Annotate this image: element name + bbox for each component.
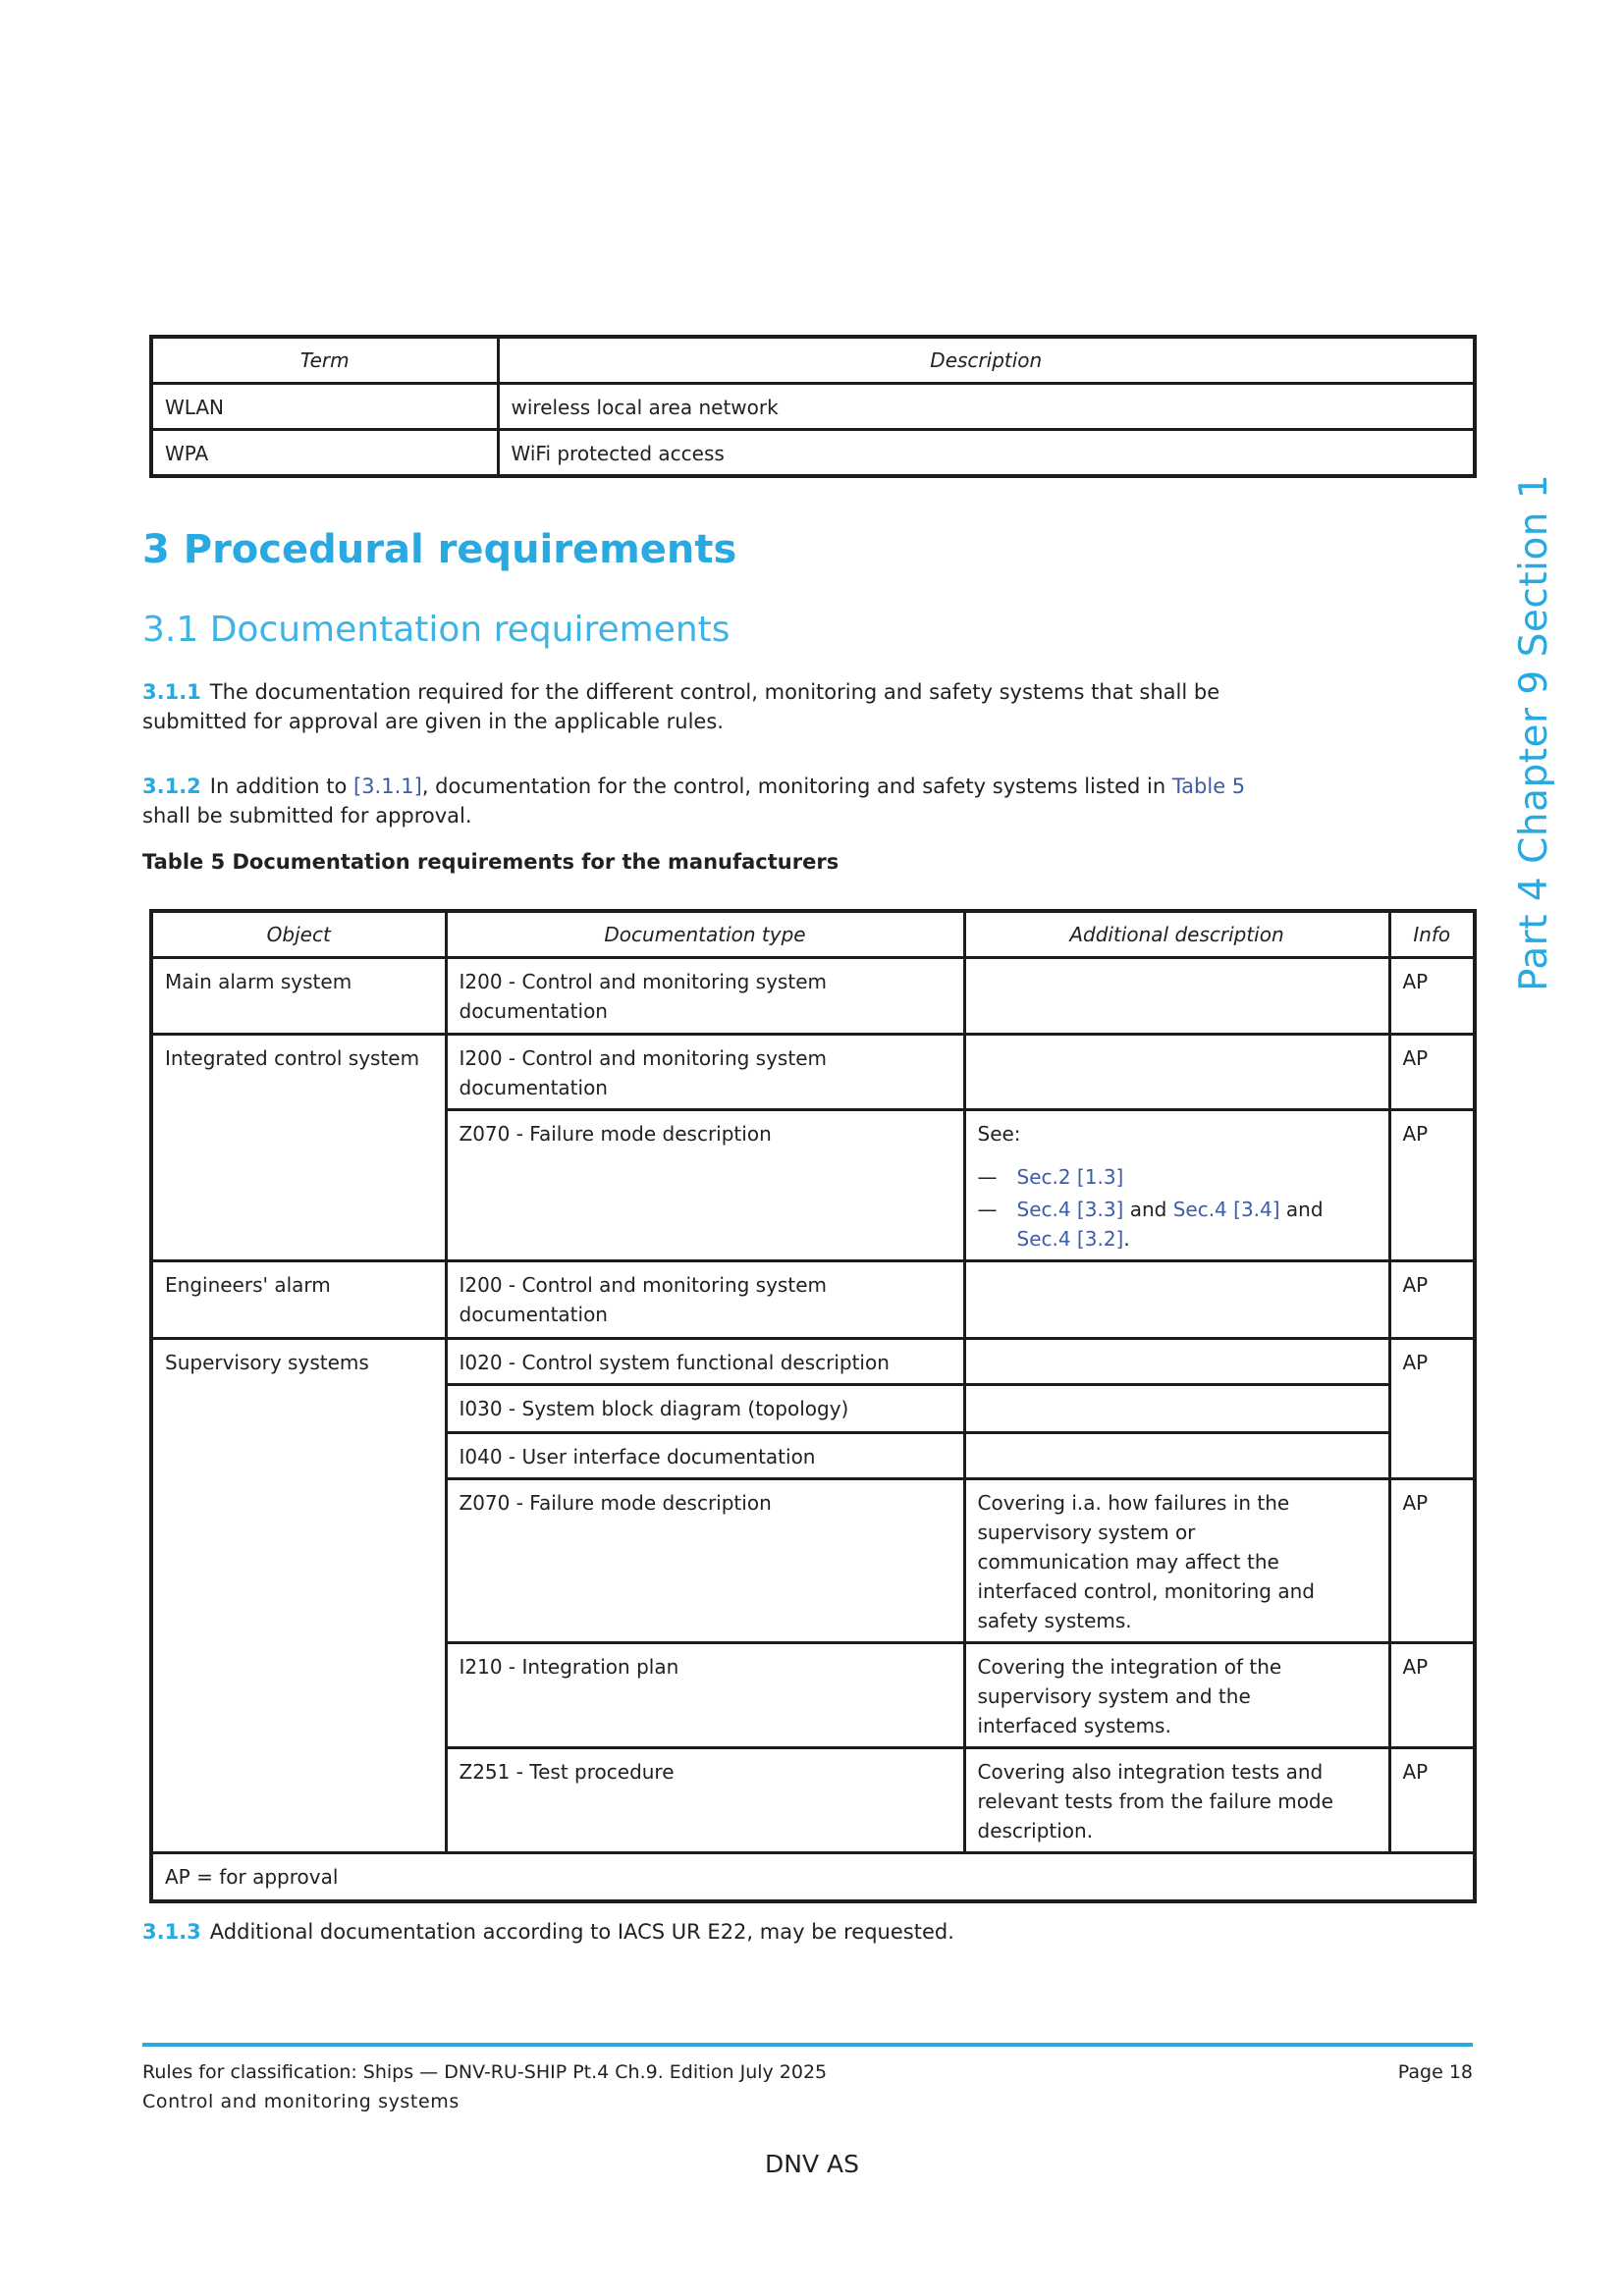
doc-type-cell: I020 - Control system functional description <box>446 1338 964 1384</box>
paragraph-text: shall be submitted for approval. <box>142 804 472 828</box>
add-desc-text: Covering i.a. how failures in the supervisory system or communication may affect the interfaced control, monitoring and safety systems. <box>977 1490 1315 1632</box>
dash-bullet: — <box>977 1164 998 1189</box>
dash-bullet: — <box>977 1197 998 1221</box>
crossref-link-table5[interactable]: Table 5 <box>1171 774 1246 798</box>
add-desc-cell <box>964 1109 1389 1260</box>
table-header-row <box>151 911 1475 957</box>
table-row <box>151 957 1475 1034</box>
footer-divider <box>142 2043 1473 2047</box>
info-cell: AP <box>1389 1747 1475 1852</box>
doc-type-cell: I210 - Integration plan <box>446 1642 964 1747</box>
see-label: See: <box>977 1121 1021 1146</box>
footer-organization: DNV AS <box>765 2150 859 2178</box>
table5 <box>149 909 1477 1903</box>
paragraph-text: , documentation for the control, monitoring and safety systems listed in <box>421 774 1172 798</box>
add-desc-cell-empty <box>964 1260 1389 1338</box>
table-row <box>151 1260 1475 1338</box>
crossref-link-sec4-32[interactable]: Sec.4 [3.2] <box>1016 1226 1124 1251</box>
header-doc-type: Documentation type <box>446 911 964 957</box>
doc-type-cell: I040 - User interface documentation <box>446 1432 964 1478</box>
footer-chapter-title: Control and monitoring systems <box>142 2091 460 2112</box>
add-desc-cell-empty <box>964 957 1389 1034</box>
add-desc-cell <box>964 1747 1389 1852</box>
object-cell: Integrated control system <box>151 1034 446 1260</box>
doc-type-cell: Z070 - Failure mode description <box>446 1478 964 1642</box>
table-row <box>151 1034 1475 1109</box>
object-cell: Engineers' alarm <box>151 1260 446 1338</box>
terms-table-wrapper <box>149 335 1477 478</box>
table-row <box>151 383 1475 429</box>
description-cell: WiFi protected access <box>498 429 1475 476</box>
list-item-text-and: and <box>1123 1197 1173 1221</box>
add-desc-cell <box>964 1478 1389 1642</box>
list-item-text-and: and <box>1279 1197 1324 1221</box>
doc-type-cell: I200 - Control and monitoring system documentation <box>446 957 964 1034</box>
crossref-link-311[interactable]: [3.1.1] <box>353 774 422 798</box>
doc-type-cell: Z070 - Failure mode description <box>446 1109 964 1260</box>
paragraph-text: Additional documentation according to IACS UR E22, may be requested. <box>209 1920 954 1944</box>
doc-type-cell: I200 - Control and monitoring system documentation <box>446 1034 964 1109</box>
terms-header-term: Term <box>151 337 498 383</box>
info-cell: AP <box>1389 1109 1475 1260</box>
info-cell: AP <box>1389 1478 1475 1642</box>
paragraph-number: 3.1.1 <box>142 680 201 704</box>
term-cell: WLAN <box>151 383 498 429</box>
paragraph-312 <box>142 772 1478 830</box>
footer-page-number: Page 18 <box>1397 2061 1473 2083</box>
table-footnote: AP = for approval <box>151 1852 1475 1901</box>
list-item-text <box>1017 1195 1377 1254</box>
footer-rules-reference: Rules for classification: Ships — DNV-RU-SHIP Pt.4 Ch.9. Edition July 2025 <box>142 2061 828 2083</box>
crossref-link-sec4-34[interactable]: Sec.4 [3.4] <box>1172 1197 1280 1221</box>
header-add-desc: Additional description <box>964 911 1389 957</box>
info-cell: AP <box>1389 1260 1475 1338</box>
paragraph-313 <box>142 1917 1478 1947</box>
add-desc-cell-empty <box>964 1034 1389 1109</box>
add-desc-text: Covering the integration of the supervisory system and the interfaced systems. <box>977 1654 1282 1737</box>
add-desc-cell-empty <box>964 1432 1389 1478</box>
list-item-text-period: . <box>1123 1226 1130 1251</box>
list-item <box>978 1195 1377 1254</box>
info-cell: AP <box>1389 1642 1475 1747</box>
paragraph-number: 3.1.3 <box>142 1920 201 1944</box>
add-desc-cell <box>964 1642 1389 1747</box>
section-heading: 3 Procedural requirements <box>142 527 737 572</box>
add-desc-cell-empty <box>964 1338 1389 1384</box>
paragraph-text: submitted for approval are given in the applicable rules. <box>142 710 724 733</box>
paragraph-text: The documentation required for the different control, monitoring and safety systems that shall be <box>209 680 1220 704</box>
terms-table <box>149 335 1477 478</box>
term-cell: WPA <box>151 429 498 476</box>
info-cell: AP <box>1389 1338 1475 1478</box>
list-item <box>978 1162 1377 1192</box>
info-cell: AP <box>1389 957 1475 1034</box>
add-desc-cell-empty <box>964 1384 1389 1432</box>
info-cell: AP <box>1389 1034 1475 1109</box>
list-item-text <box>1017 1162 1377 1192</box>
table5-caption: Table 5 Documentation requirements for the manufacturers <box>142 850 839 874</box>
paragraph-number: 3.1.2 <box>142 774 201 798</box>
doc-type-cell: Z251 - Test procedure <box>446 1747 964 1852</box>
table5-wrapper <box>149 909 1477 1903</box>
footer-line1 <box>142 2058 1473 2086</box>
paragraph-text: In addition to <box>209 774 353 798</box>
table-row <box>151 429 1475 476</box>
header-object: Object <box>151 911 446 957</box>
object-cell: Supervisory systems <box>151 1338 446 1852</box>
doc-type-cell: I030 - System block diagram (topology) <box>446 1384 964 1432</box>
terms-header-description: Description <box>498 337 1475 383</box>
description-cell: wireless local area network <box>498 383 1475 429</box>
subsection-heading: 3.1 Documentation requirements <box>142 610 731 650</box>
crossref-link-sec2-13[interactable]: Sec.2 [1.3] <box>1016 1164 1124 1189</box>
table-footnote-row <box>151 1852 1475 1901</box>
header-info: Info <box>1389 911 1475 957</box>
sidebar-section-label: Part 4 Chapter 9 Section 1 <box>1512 473 1556 991</box>
paragraph-311 <box>142 677 1478 736</box>
table-header-row <box>151 337 1475 383</box>
add-desc-text: Covering also integration tests and relevant tests from the failure mode description. <box>977 1759 1333 1842</box>
object-cell: Main alarm system <box>151 957 446 1034</box>
doc-type-cell: I200 - Control and monitoring system documentation <box>446 1260 964 1338</box>
table-row <box>151 1338 1475 1384</box>
crossref-link-sec4-33[interactable]: Sec.4 [3.3] <box>1016 1197 1124 1221</box>
